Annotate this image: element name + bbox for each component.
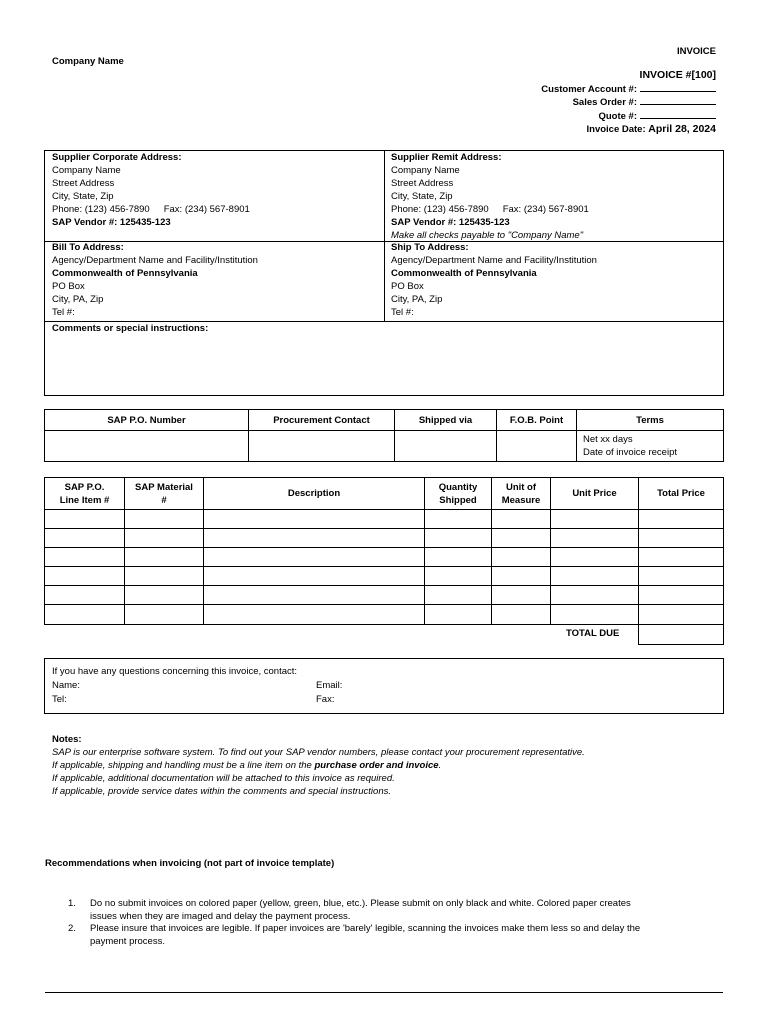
terms-line-1: Net xx days — [583, 434, 633, 445]
po-header-procurement-contact: Procurement Contact — [249, 410, 395, 431]
po-shipped-via-cell[interactable] — [395, 431, 497, 462]
notes-line-2-post: . — [438, 760, 442, 771]
bill-to-city: City, PA, Zip — [52, 294, 104, 305]
po-header-fob-point: F.O.B. Point — [497, 410, 577, 431]
cell[interactable] — [204, 510, 425, 529]
items-header-uom-l1: Unit of — [505, 481, 537, 493]
comments-title: Comments or special instructions: — [52, 323, 209, 334]
contact-email-label: Email: — [316, 680, 343, 691]
cell[interactable] — [45, 586, 125, 605]
supplier-corporate-title: Supplier Corporate Address: — [52, 152, 182, 163]
notes-section — [52, 733, 585, 798]
cell[interactable] — [125, 605, 204, 625]
ship-to-title: Ship To Address: — [391, 242, 469, 253]
cell[interactable] — [204, 586, 425, 605]
cell[interactable] — [425, 510, 492, 529]
table-row — [45, 586, 724, 605]
recommendations-title: Recommendations when invoicing (not part of invoice template) — [45, 858, 335, 869]
address-box — [44, 150, 724, 396]
items-header-unit-of-measure — [492, 478, 551, 510]
cell[interactable] — [125, 529, 204, 548]
list-item-text-b: issues when they are imaged and delay the payment process. — [90, 910, 351, 922]
cell[interactable] — [425, 529, 492, 548]
quote-label: Quote #: — [598, 110, 637, 122]
contact-intro: If you have any questions concerning this invoice, contact: — [52, 666, 298, 677]
quote-row — [541, 110, 716, 124]
cell[interactable] — [45, 567, 125, 586]
bill-to-address — [52, 241, 258, 319]
list-item-number: 2. — [68, 923, 76, 934]
items-table-header — [45, 478, 724, 510]
ship-to-po-box: PO Box — [391, 281, 424, 292]
contact-fax-label: Fax: — [316, 694, 335, 705]
supplier-remit-company: Company Name — [391, 165, 460, 176]
cell[interactable] — [204, 529, 425, 548]
items-header-quantity — [425, 478, 492, 510]
cell[interactable] — [492, 529, 551, 548]
comments-section[interactable] — [52, 322, 208, 335]
table-row — [45, 529, 724, 548]
supplier-corporate-fax: Fax: (234) 567-8901 — [163, 204, 250, 215]
invoice-meta — [541, 69, 716, 137]
cell[interactable] — [204, 605, 425, 625]
customer-account-blank[interactable] — [640, 83, 716, 92]
bill-to-agency: Agency/Department Name and Facility/Institution — [52, 255, 258, 266]
ship-to-tel: Tel #: — [391, 307, 414, 318]
customer-account-row — [541, 83, 716, 97]
cell[interactable] — [492, 586, 551, 605]
supplier-remit-phone-fax — [391, 203, 589, 216]
items-header-quantity-l1: Quantity — [438, 481, 478, 493]
supplier-remit-city: City, State, Zip — [391, 191, 453, 202]
notes-line-3: If applicable, additional documentation will be attached to this invoice as required. — [52, 773, 395, 784]
contact-box — [44, 658, 724, 714]
cell[interactable] — [204, 548, 425, 567]
items-header-uom-l2: Measure — [501, 494, 541, 506]
cell[interactable] — [45, 548, 125, 567]
table-row — [45, 567, 724, 586]
contact-tel-label: Tel: — [52, 694, 67, 705]
cell[interactable] — [125, 567, 204, 586]
cell[interactable] — [425, 548, 492, 567]
cell[interactable] — [492, 605, 551, 625]
cell[interactable] — [551, 510, 639, 529]
notes-line-1: SAP is our enterprise software system. To find out your SAP vendor numbers, please contact your procurement representative. — [52, 747, 585, 758]
customer-account-label: Customer Account #: — [541, 83, 637, 95]
footer-divider — [45, 992, 723, 993]
cell[interactable] — [551, 529, 639, 548]
terms-line-2: Date of invoice receipt — [583, 447, 677, 458]
notes-line-2-bold: purchase order and invoice — [314, 760, 439, 771]
items-header-unit-price: Unit Price — [551, 478, 639, 510]
company-name: Company Name — [52, 56, 124, 67]
cell[interactable] — [551, 605, 639, 625]
items-header-quantity-l2: Shipped — [439, 494, 477, 506]
cell[interactable] — [492, 567, 551, 586]
supplier-remit-fax: Fax: (234) 567-8901 — [502, 204, 589, 215]
invoice-date-row — [541, 123, 716, 137]
po-header-shipped-via: Shipped via — [395, 410, 497, 431]
po-fob-point-cell[interactable] — [497, 431, 577, 462]
supplier-corporate-vendor: SAP Vendor #: 125435-123 — [52, 217, 171, 228]
notes-line-4: If applicable, provide service dates within the comments and special instructions. — [52, 786, 392, 797]
supplier-remit-vendor: SAP Vendor #: 125435-123 — [391, 217, 510, 228]
cell[interactable] — [425, 586, 492, 605]
supplier-remit-note: Make all checks payable to "Company Name" — [391, 230, 584, 241]
cell[interactable] — [639, 510, 724, 529]
supplier-corporate-street: Street Address — [52, 178, 115, 189]
po-table-header — [45, 410, 724, 431]
cell[interactable] — [639, 529, 724, 548]
cell[interactable] — [45, 529, 125, 548]
cell[interactable] — [639, 605, 724, 625]
items-header-line-item-l2: Line Item # — [59, 494, 110, 506]
contact-name-label: Name: — [52, 680, 80, 691]
po-sap-po-number-cell[interactable] — [45, 431, 249, 462]
ship-to-commonwealth: Commonwealth of Pennsylvania — [391, 268, 537, 279]
ship-to-address — [391, 241, 597, 319]
items-table — [44, 477, 724, 625]
table-row — [45, 605, 724, 625]
po-terms-cell[interactable] — [577, 431, 724, 462]
cell[interactable] — [639, 586, 724, 605]
address-divider — [384, 151, 385, 321]
cell[interactable] — [492, 548, 551, 567]
po-table-row — [45, 431, 724, 462]
po-header-terms: Terms — [577, 410, 724, 431]
cell[interactable] — [125, 586, 204, 605]
supplier-corporate-city: City, State, Zip — [52, 191, 114, 202]
supplier-corporate-phone: Phone: (123) 456-7890 — [52, 204, 150, 215]
total-due-value[interactable] — [638, 624, 724, 645]
items-header-line-item-l1: SAP P.O. — [64, 481, 105, 493]
cell[interactable] — [551, 567, 639, 586]
items-header-material — [125, 478, 204, 510]
supplier-remit-street: Street Address — [391, 178, 454, 189]
notes-line-2 — [52, 759, 585, 772]
list-item-number: 1. — [68, 898, 76, 909]
ship-to-city: City, PA, Zip — [391, 294, 443, 305]
cell[interactable] — [125, 548, 204, 567]
cell[interactable] — [551, 586, 639, 605]
invoice-date-value: April 28, 2024 — [648, 123, 716, 135]
bill-to-po-box: PO Box — [52, 281, 85, 292]
supplier-corporate-address — [52, 151, 250, 229]
cell[interactable] — [45, 510, 125, 529]
cell[interactable] — [551, 548, 639, 567]
supplier-remit-title: Supplier Remit Address: — [391, 152, 502, 163]
invoice-number: INVOICE #[100] — [639, 69, 716, 81]
items-header-description: Description — [204, 478, 425, 510]
sales-order-blank[interactable] — [640, 96, 716, 105]
list-item-text-a: Please insure that invoices are legible. If paper invoices are 'barely' legible, scanning the invoices make them less so and delay the — [90, 923, 641, 934]
po-procurement-contact-cell[interactable] — [249, 431, 395, 462]
supplier-remit-address — [391, 151, 589, 242]
list-item-text-a: Do no submit invoices on colored paper (yellow, green, blue, etc.). Please submit on only black and white. Colored paper creates — [90, 898, 631, 909]
supplier-corporate-company: Company Name — [52, 165, 121, 176]
table-row — [45, 548, 724, 567]
cell[interactable] — [45, 605, 125, 625]
list-item — [45, 923, 725, 948]
items-header-line-item — [45, 478, 125, 510]
invoice-date-label: Invoice Date: — [586, 124, 646, 135]
cell[interactable] — [492, 510, 551, 529]
po-header-sap-po-number: SAP P.O. Number — [45, 410, 249, 431]
supplier-corporate-phone-fax — [52, 203, 250, 216]
bill-to-tel: Tel #: — [52, 307, 75, 318]
po-table — [44, 409, 724, 462]
cell[interactable] — [425, 605, 492, 625]
total-due-label: TOTAL DUE — [566, 628, 620, 639]
items-header-material-l1: SAP Material — [135, 481, 193, 493]
notes-title: Notes: — [52, 734, 82, 745]
cell[interactable] — [639, 567, 724, 586]
table-row — [45, 510, 724, 529]
sales-order-label: Sales Order #: — [572, 97, 637, 108]
notes-line-2-pre: If applicable, shipping and handling must be a line item on the — [52, 760, 315, 771]
items-header-material-l2: # — [161, 494, 167, 506]
document-title: INVOICE — [676, 46, 716, 57]
bill-to-commonwealth: Commonwealth of Pennsylvania — [52, 268, 198, 279]
list-item-text-b: payment process. — [90, 935, 165, 947]
cell[interactable] — [639, 548, 724, 567]
items-header-total-price: Total Price — [639, 478, 724, 510]
list-item — [45, 898, 725, 923]
cell[interactable] — [125, 510, 204, 529]
recommendations-list — [45, 898, 725, 948]
supplier-remit-phone: Phone: (123) 456-7890 — [391, 204, 489, 215]
bill-to-title: Bill To Address: — [52, 242, 124, 253]
ship-to-agency: Agency/Department Name and Facility/Institution — [391, 255, 597, 266]
cell[interactable] — [204, 567, 425, 586]
quote-blank[interactable] — [640, 110, 716, 119]
sales-order-row — [541, 96, 716, 110]
cell[interactable] — [425, 567, 492, 586]
